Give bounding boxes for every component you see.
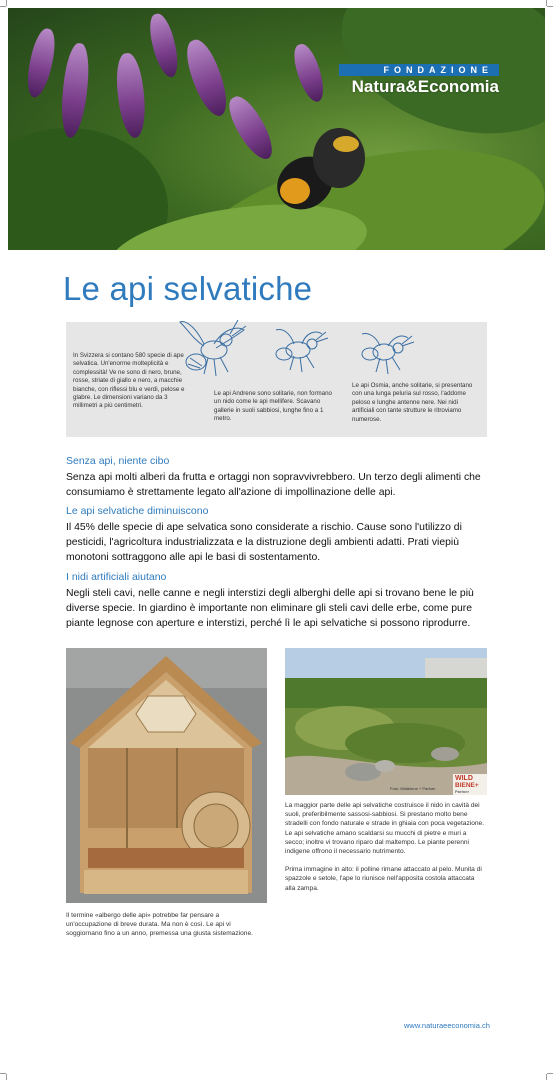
photo-credit: Foto: Wildbiene + Partner	[390, 786, 436, 791]
brand-name: Natura&Economia	[351, 77, 499, 96]
section-heading: Le api selvatiche diminuiscono	[66, 505, 209, 517]
osmia-bee-illustration-icon	[354, 328, 416, 376]
section-body: Negli steli cavi, nelle canne e negli interstizi degli alberghi delle api si trovano bene le più diverse specie. In giardino è importante non eliminare gli steli cavi delle erbe, come pure piante legnose con aperture e interstizi, perché lì le api selvatiche si possono riprodurre.	[66, 588, 474, 629]
crop-mark	[0, 6, 6, 7]
info-text-intro: In Svizzera si contano 580 specie di ape selvatica. Un'enorme molteplicità e complessità! Ve ne sono di nero, brune, rosse, striate di giallo e nero, a macchie bianche, con riflessi blu e verdi, pelose e glabre. Le dimensioni variano da 3 millimetri a più centimetri.	[73, 352, 185, 410]
foundation-logo	[339, 64, 499, 97]
bee-hotel-illustration	[66, 648, 267, 903]
crop-mark	[6, 1074, 7, 1080]
caption-text: La maggior parte delle api selvatiche costruisce il nido in cavità dei suoli, preferibilmente sassosi-sabbiosi. Si prestano molto bene stradelli con fondo naturale e strade in ghiaia con poca vegetazione. Le api selvatiche amano scaldarsi su mucchi di pietre e muri a secco; inoltre vi trovano riparo dal maltempo. Le piante perenni indigene offrono il necessario nutrimento.	[285, 802, 485, 856]
species-info-box	[66, 322, 487, 437]
page-title: Le api selvatiche	[63, 270, 313, 307]
crop-mark	[547, 6, 553, 7]
section-body: Il 45% delle specie di ape selvatica sono considerate a rischio. Cause sono l'utilizzo di pesticidi, l'agricoltura industrializzata e la distruzione degli ambienti adatti. Prati viepiù monotoni sottraggono alle api le basi di sostentamento.	[66, 522, 462, 563]
website-link[interactable]: www.naturaeeconomia.ch	[404, 1021, 490, 1030]
caption-text: Il termine «albergo delle api» potrebbe far pensare a un'occupazione di breve durata. Ma non è così. Le api vi soggiornano fino a un anno, premessa una giusta sistemazione.	[66, 912, 253, 938]
section-body: Senza api molti alberi da frutta e ortaggi non sopravvivrebbero. Un terzo degli alimenti che consumiamo è strettamente legato all'azione di impollinazione delle api.	[66, 472, 481, 498]
garden-illustration	[285, 648, 487, 795]
section-no-bees-no-food	[66, 455, 494, 500]
section-heading: I nidi artificiali aiutano	[66, 571, 167, 583]
bee-hotel-photo	[66, 648, 267, 903]
section-heading: Senza api, niente cibo	[66, 455, 170, 467]
logo-line: BIENE+	[455, 782, 479, 789]
crop-mark	[547, 1073, 553, 1074]
wildbiene-logo	[453, 774, 487, 795]
info-text-osmia: Le api Osmia, anche solitarie, si presentano con una lunga peluria sul rosso, l'addome peloso e lunghe antenne nere. Nei nidi artificiali con tante strutture le ritroviamo numerose.	[352, 382, 473, 423]
logo-line: WILD	[455, 775, 473, 782]
foundation-label: FONDAZIONE	[339, 64, 499, 76]
info-text-andrena: Le api Andrene sono solitarie, non formano un nido come le api mellifere. Scavano gallerie in suoli sabbiosi, lunghe fino a 1 metro.	[214, 390, 332, 423]
hero-photo-bumblebee-on-comfrey	[8, 8, 545, 250]
logo-line: Partner	[455, 789, 470, 794]
crop-mark	[546, 0, 547, 6]
crop-mark	[6, 0, 7, 6]
caption-garden	[285, 801, 485, 902]
caption-text: Prima immagine in alto: il polline rimane attaccato al pelo. Munita di spazzole e setole, l'ape lo riunisce nell'apposita costola attaccata alla zampa.	[285, 866, 482, 892]
section-bees-decreasing	[66, 505, 494, 565]
caption-bee-hotel	[66, 911, 262, 948]
crop-mark	[546, 1074, 547, 1080]
section-artificial-nests	[66, 571, 494, 631]
garden-habitat-photo	[285, 648, 487, 795]
andrena-bee-illustration-icon	[266, 324, 330, 374]
